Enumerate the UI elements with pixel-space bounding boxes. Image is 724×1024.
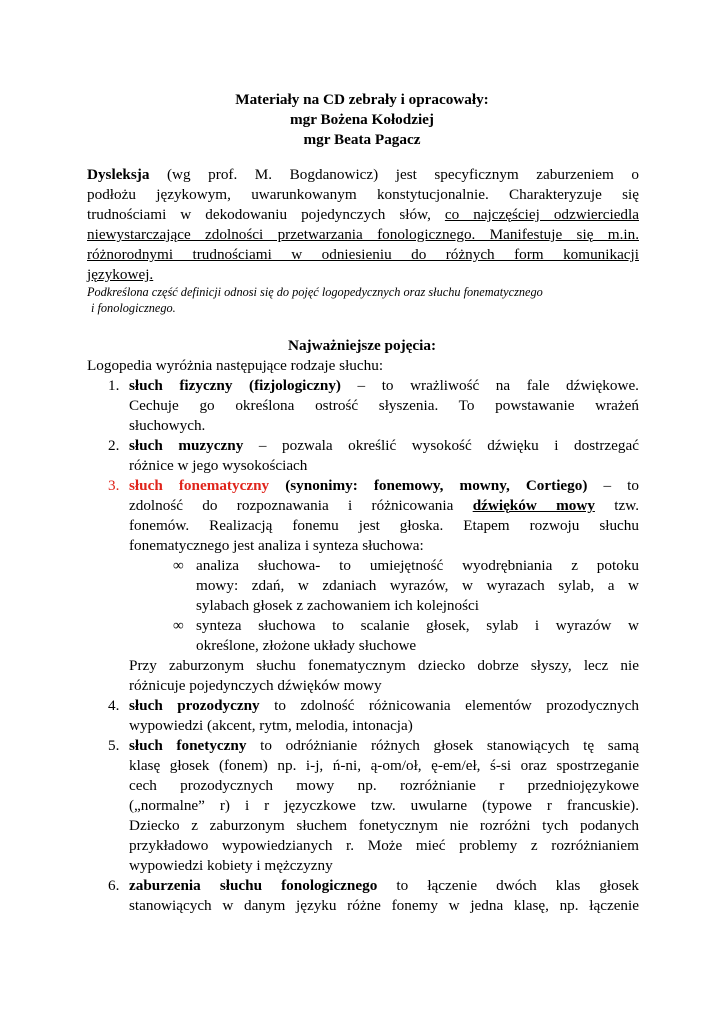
definition-line-1: Dysleksja (wg prof. M. Bogdanowicz) jest specyficznym zaburzeniem o <box>87 166 639 183</box>
subbullet-2-line-2: określone, złożone układy słuchowe <box>196 637 417 654</box>
item-3-note-line-1: Przy zaburzonym słuchu fonematycznym dziecko dobrze słyszy, lecz nie <box>129 657 639 674</box>
item-3-line-4: fonematycznego jest analiza i synteza słuchowa: <box>129 537 424 554</box>
item-3-line-2: zdolność do rozpoznawania i różnicowania dźwięków mowy tzw. <box>129 497 639 514</box>
subbullet-1-line-1: analiza słuchowa- to umiejętność wyodrębniania z potoku <box>196 557 639 574</box>
definition-line-5: różnorodnymi trudnościami w odniesieniu do różnych form komunikacji <box>87 246 639 263</box>
item-5-line-3: cech prozodycznych mowy np. rozróżnianie r przedniojęzykowe <box>129 777 639 794</box>
note-line-2: i fonologicznego. <box>91 301 176 315</box>
item-5-line-2: klasę głosek (fonem) np. i-j, ń-ni, ą-om/oł, ę-em/eł, ś-si oraz spostrzeganie <box>129 757 639 774</box>
section-intro: Logopedia wyróżnia następujące rodzaje słuchu: <box>87 357 384 374</box>
definition-line-4: niewystarczające zdolności przetwarzania fonologicznego. Manifestuje się m.in. <box>87 226 639 243</box>
section-title: Najważniejsze pojęcia: <box>287 337 437 354</box>
header-line-2: mgr Bożena Kołodziej <box>290 111 434 128</box>
item-3-line-3: fonemów. Realizacją fonemu jest głoska. Etapem rozwoju słuchu <box>129 517 639 534</box>
item-4-line-2: wypowiedzi (akcent, rytm, melodia, intonacja) <box>129 717 413 734</box>
item-6-line-2: stanowiących w danym języku różne fonemy w jedna klasę, np. łączenie <box>129 897 639 914</box>
item-5-line-7: wypowiedzi kobiety i mężczyzny <box>129 857 333 874</box>
item-5-number: 5. <box>108 737 120 754</box>
item-6-line-1: zaburzenia słuchu fonologicznego to łączenie dwóch klas głosek <box>129 877 639 894</box>
item-5-line-4: („normalne” r) i r języczkowe tzw. uwularne (typowe r francuskie). <box>129 797 639 814</box>
subbullet-1-line-3: sylabach głosek z zachowaniem ich kolejności <box>196 597 479 614</box>
item-2-line-1: słuch muzyczny – pozwala określić wysokość dźwięku i dostrzegać <box>129 437 639 454</box>
definition-term: Dysleksja <box>87 166 150 183</box>
item-4-number: 4. <box>108 697 120 714</box>
infinity-bullet-icon: ∞ <box>173 617 184 634</box>
item-5-line-6: przykładowo wypowiedzianych r. Może mieć problemy z rozróżnianiem <box>129 837 639 854</box>
item-1-line-3: słuchowych. <box>129 417 206 434</box>
note-line-1: Podkreślona część definicji odnosi się do pojęć logopedycznych oraz słuchu fonematycznego <box>87 285 543 299</box>
item-1-number: 1. <box>108 377 120 394</box>
definition-line-2: podłożu językowym, uwarunkowanym konstytucjonalnie. Charakteryzuje się <box>87 186 639 203</box>
subbullet-1-line-2: mowy: zdań, w zdaniach wyrazów, w wyrazach sylab, a w <box>196 577 639 594</box>
header-line-1: Materiały na CD zebrały i opracowały: <box>235 91 489 108</box>
definition-line-6: językowej. <box>87 266 154 283</box>
item-3-number: 3. <box>108 477 120 494</box>
header-line-3: mgr Beata Pagacz <box>303 131 421 148</box>
infinity-bullet-icon: ∞ <box>173 557 184 574</box>
item-2-line-2: różnice w jego wysokościach <box>129 457 308 474</box>
item-5-line-5: Dziecko z zaburzonym słuchem fonetycznym nie rozróżni tych podanych <box>129 817 639 834</box>
item-1-line-2: Cechuje go określona ostrość słyszenia. To powstawanie wrażeń <box>129 397 639 414</box>
item-3-line-1: słuch fonematyczny (synonimy: fonemowy, mowny, Cortiego) – to <box>129 477 639 494</box>
item-3-note-line-2: różnicuje pojedynczych dźwięków mowy <box>129 677 382 694</box>
item-1-line-1: słuch fizyczny (fizjologiczny) – to wrażliwość na fale dźwiękowe. <box>129 377 639 394</box>
item-4-line-1: słuch prozodyczny to zdolność różnicowania elementów prozodycznych <box>129 697 639 714</box>
item-2-number: 2. <box>108 437 120 454</box>
item-5-line-1: słuch fonetyczny to odróżnianie różnych głosek stanowiących tę samą <box>129 737 640 754</box>
item-6-number: 6. <box>108 877 120 894</box>
definition-line-3: trudnościami w dekodowaniu pojedynczych słów, co najczęściej odzwierciedla <box>87 206 639 223</box>
subbullet-2-line-1: synteza słuchowa to scalanie głosek, sylab i wyrazów w <box>196 617 639 634</box>
